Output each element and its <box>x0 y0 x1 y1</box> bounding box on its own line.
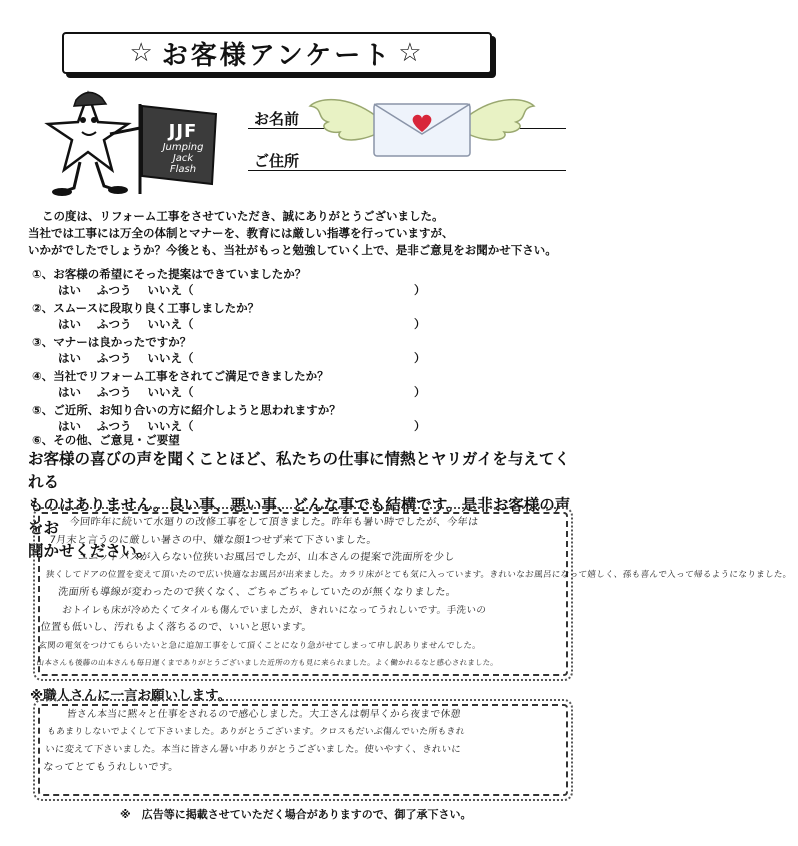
request-statement: お客様の喜びの声を聞くことほど、私たちの仕事に情熱とヤリガイを与えてくれる ものはありません。良い事、悪い事、どんな事でも結構です。是非お客様の声をお 聞かせください。 <box>28 450 571 560</box>
logo-text: JJF Jumping Jack Flash <box>162 121 204 175</box>
intro-text: この度は、リフォーム工事をさせていただき、誠にありがとうございました。 当社では工事には万全の体制とマナーを、教育には厳しい指導を行っていますが、 いかがでしたでしょうか？今後とも、当社がもっと勉強していく上で、是非ご意見をお聞かせ下さい。 <box>28 209 557 257</box>
question-item: ④、当社でリフォーム工事をされてご満足できましたか？ はい ふつう いいえ（ ） <box>32 369 426 399</box>
craftsman-heading: ※職人さんに一言お願いします。 <box>30 688 232 704</box>
question-item: ③、マナーは良かったですか？ はい ふつう いいえ（ ） <box>32 335 426 365</box>
question-item: ⑤、ご近所、お知り合いの方に紹介しようと思われますか？ はい ふつう いいえ（ ） <box>32 403 426 433</box>
question-list <box>32 266 452 436</box>
handwritten-craftsman-comment: 皆さん本当に黙々と仕事をされるので感心しました。大工さんは朝早くから夜まで休憩 もあまりしないでよくして下さいました。ありがとうございます。クロスもだいぶ傷んでいた所もきれ いに変えて下さいました。本当に皆さん暑い中ありがとうございました。使いやすく、きれいに なってとてもうれしいです。 <box>42 709 466 773</box>
address-label: ご住所 <box>254 152 300 170</box>
question-other: ⑥、その他、ご意見・ご要望 <box>32 433 180 447</box>
footer-note: ※ 広告等に掲載させていただく場合がありますので、御了承下さい。 <box>120 808 472 821</box>
answer-options[interactable]: はい ふつう いいえ（ <box>58 317 194 331</box>
answer-options[interactable]: はい ふつう いいえ（ <box>58 419 194 433</box>
title-banner <box>62 32 492 74</box>
answer-options[interactable]: はい ふつう いいえ（ <box>58 283 194 297</box>
address-line <box>248 170 566 171</box>
answer-options[interactable]: はい ふつう いいえ（ <box>58 385 194 399</box>
star-icon: ☆ <box>398 38 425 68</box>
handwritten-comment: 今回昨年に続いて水廻りの改修工事をして頂きました。昨年も暑い時でしたが、今年は 7月末と言うのに厳しい暑さの中、嫌な顔1つせず来て下さいました。 ユニットバスが入らない位狭いお風呂でしたが、山本さんの提案で洗面所を少し 狭くしてドアの位置を変えて頂いたので広い快適なお風呂が出来ました。カラリ床がとても気に入っています。きれいなお風呂になって嬉しく、孫も喜んで入って帰るようになりました。 洗面所も導線が変わったので狭くなく、ごちゃごちゃしていたのが無くなりました。 おトイレも床が冷めたくてタイルも傷んでいましたが、きれいになってうれしいです。手洗いの 位置も低いし、汚れもよく落ちるので、いいと思います。 玄関の電気をつけてもらいたいと急に追加工事をして頂くことになり急がせてしまって申し訳ありませんでした。 山本さんも後藤の山本さんも毎日遅くまでありがとうございました近所の方も見に来られました。よく働かれるなと感心されました。 <box>36 517 793 667</box>
page-title: お客様アンケート <box>161 40 393 71</box>
name-label: お名前 <box>254 110 300 128</box>
question-item: ①、お客様の希望にそった提案はできていましたか？ はい ふつう いいえ（ ） <box>32 267 426 297</box>
star-icon: ☆ <box>129 38 156 68</box>
winged-envelope-icon <box>306 88 538 160</box>
answer-options[interactable]: はい ふつう いいえ（ <box>58 351 194 365</box>
question-item: ②、スムースに段取り良く工事しましたか？ はい ふつう いいえ（ ） <box>32 301 426 331</box>
